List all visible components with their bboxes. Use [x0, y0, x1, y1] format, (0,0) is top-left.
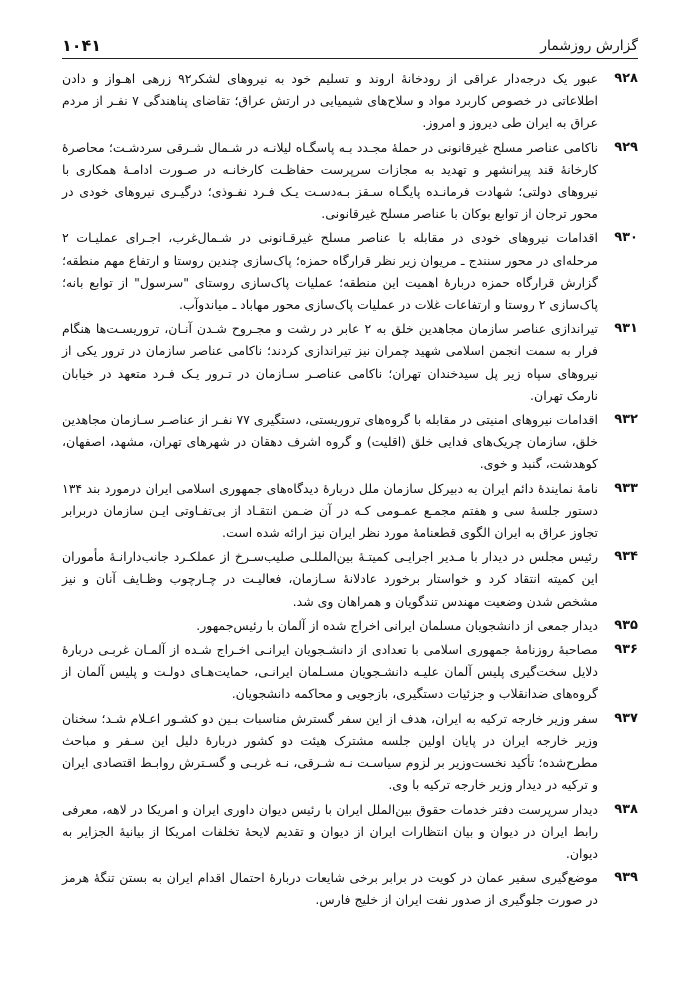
entry-929 [62, 137, 638, 226]
entry-text: سفر وزیر خارجه ترکیه به ایران، هدف از این سفر گسترش مناسبات بـین دو کشـور اعـلام شـد؛ سخنان وزیر خارجه ایران در پایان اولین جلسه مشترک هیئت دو کشور دربارهٔ دلیل این سـفر و مباحث مطرح‌شده؛ تأکید نخست‌وزیر بر لزوم سیاسـت نـه شـرقی، نـه غربـی و گسـترش روابـط اقتصادی ایران و ترکیه در دیدار وزیر خارجه ترکیه با وی. [62, 710, 598, 793]
entry-number: ۹۳۳ [614, 480, 638, 496]
entry-text: رئیس مجلس در دیدار با مـدیر اجرایـی کمیتـهٔ بین‌المللـی صلیب‌سـرخ از عملکـرد جانب‌دارانـهٔ مأموران این کمیته انتقاد کرد و خواستار برخورد عادلانهٔ سـازمان، فعالیـت در چـارچوب وظـایف آنان و نیز مشخص شدن وضعیت مهندس تندگویان و همراهان وی شد. [62, 549, 598, 609]
page-header [62, 36, 638, 59]
entry-number: ۹۳۴ [614, 549, 638, 565]
entry-number: ۹۳۹ [614, 870, 638, 886]
entry-text: اقدامات نیروهای امنیتی در مقابله با گروه‌های تروریستی، دستگیری ۷۷ نفـر از عناصـر سـازمان مجاهدین خلق، سازمان چریک‌های فدایی خلق (اقلیت) و گروه اشرف دهقان در شهرهای تهران، مشهد، اصفهان، کوهدشت، گنبد و خوی. [62, 412, 598, 472]
running-title: گزارش روزشمار [540, 38, 638, 54]
entry-number: ۹۳۶ [614, 642, 638, 658]
entry-938 [62, 799, 638, 866]
entry-932 [62, 409, 638, 476]
entry-text: موضع‌گیری سفیر عمان در کویت در برابر برخی شایعات دربارهٔ احتمال اقدام ایران به بستن تنگهٔ هرمز در صورت جلوگیری از صدور نفت ایران از خلیج فارس. [62, 870, 598, 908]
entry-text: تیراندازی عناصر سازمان مجاهدین خلق به ۲ عابر در رشت و مجـروح شـدن آنـان، تروریسـت‌ها هنگام فرار به سمت انجمن اسلامی شهید چمران نیز تیراندازی کردند؛ ناکامی عناصر سازمان در ترور یکی از نیروهای سپاه زیر پل سیدخندان تهران؛ ناکامی عناصـر سـازمان در تـرور یـک فـرد متعهد در خیابان نارمک تهران. [62, 321, 599, 403]
entry-936 [62, 639, 638, 706]
entry-text: نامهٔ نمایندهٔ دائم ایران به دبیرکل سازمان ملل دربارهٔ دیدگاه‌های جمهوری اسلامی ایران درمورد بند ۱۳۴ دستور جلسهٔ سی و هفتم مجمـع عمـومی کـه در آن ضـمن انتقـاد از بی‌تفـاوتی ایـن سازمان دربرابر تجاوز عراق به ایران الگوی قطعنامهٔ مورد نظر ایران نیز ارائه شده است. [62, 480, 598, 541]
entry-text: مصاحبهٔ روزنامهٔ جمهوری اسلامی با تعدادی از دانشـجویان ایرانـی اخـراج شـده از آلمـان غربـی دربارهٔ دلایل سخت‌گیری پلیس آلمان علیـه دانشـجویان مسـلمان ایرانـی، حمایت‌هـای دولـت و پلیس آلمان از گروه‌های ضدانقلاب و جزئیات دستگیری، بازجویی و محاکمه دانشجویان. [62, 642, 598, 702]
entry-930 [62, 227, 638, 316]
entry-text: دیدار سرپرست دفتر خدمات حقوق بین‌الملل ایران با رئیس دیوان داوری ایران و امریکا در لاهه، معرفی رابط ایران در دیوان و بیان انتظارات ایران از دیوان و تقدیم لایحهٔ تخلفات امریکا از بیانیهٔ الجزایر به دیوان. [62, 801, 598, 861]
entry-number: ۹۳۸ [614, 801, 638, 817]
entry-937 [62, 708, 638, 797]
entry-text: عبور یک درجه‌دار عراقی از رودخانهٔ اروند و تسلیم خود به نیروهای لشکر۹۲ زرهی اهـواز و دادن اطلاعاتی در خصوص کاربرد مواد و سلاح‌های شیمیایی در ارتش عراق؛ تقاضای پناهندگی ۷ نفـر از مردم عراق به ایران طی دیروز و امروز. [62, 71, 598, 131]
entry-text: دیدار جمعی از دانشجویان مسلمان ایرانی اخراج شده از آلمان با رئیس‌جمهور. [196, 617, 598, 633]
entry-939 [62, 867, 638, 911]
entry-935 [62, 615, 638, 637]
entry-928 [62, 68, 638, 135]
entry-number: ۹۲۹ [614, 139, 638, 155]
entry-933 [62, 478, 638, 545]
entry-number: ۹۳۰ [614, 230, 638, 246]
entry-number: ۹۳۲ [614, 412, 638, 428]
entry-934 [62, 546, 638, 613]
entry-number: ۹۳۱ [614, 321, 638, 337]
page-number: ۱۰۴۱ [62, 36, 102, 55]
entry-text: اقدامات نیروهای خودی در مقابله با عناصر مسلح غیرقـانونی در شـمال‌غرب، اجـرای عملیـات ۲ مرحله‌ای در محور سنندج ـ مریوان زیر نظر قرارگاه حمزه؛ پاک‌سازی چندین روستا و ارتفاع مهم منطقه؛ گزارش قرارگاه حمزه دربارهٔ اهمیت این منطقه؛ عملیات پاک‌سازی روستای "سرسول" از توابع بانه؛ پاک‌سازی ۲ روستا و ارتفاعات غلات در عملیات پاک‌سازی محور مهاباد ـ میاندوآب. [62, 230, 598, 313]
entry-text: ناکامی عناصر مسلح غیرقانونی در حملهٔ مجـدد بـه پاسگـاه لیلانـه در شـمال شـرقی سردشـت؛ محاصرهٔ کارخانهٔ قند پیرانشهر و تهدید به مجازات سرپرست حفاظـت کارخانـه در صـورت ادامـهٔ همکاری با نیروهای دولتی؛ شهادت فرمانـده پایگـاه سـقز بـه‌دسـت یـک فـرد نفـوذی؛ درگیـری نیروهای خودی در محور ترجان از توابع بوکان با عناصر مسلح غیرقانونی. [62, 139, 598, 222]
entry-number: ۹۳۷ [614, 710, 638, 726]
entry-list [62, 68, 638, 914]
entry-number: ۹۳۵ [614, 617, 638, 633]
entry-number: ۹۲۸ [614, 71, 638, 86]
entry-931 [62, 318, 638, 407]
